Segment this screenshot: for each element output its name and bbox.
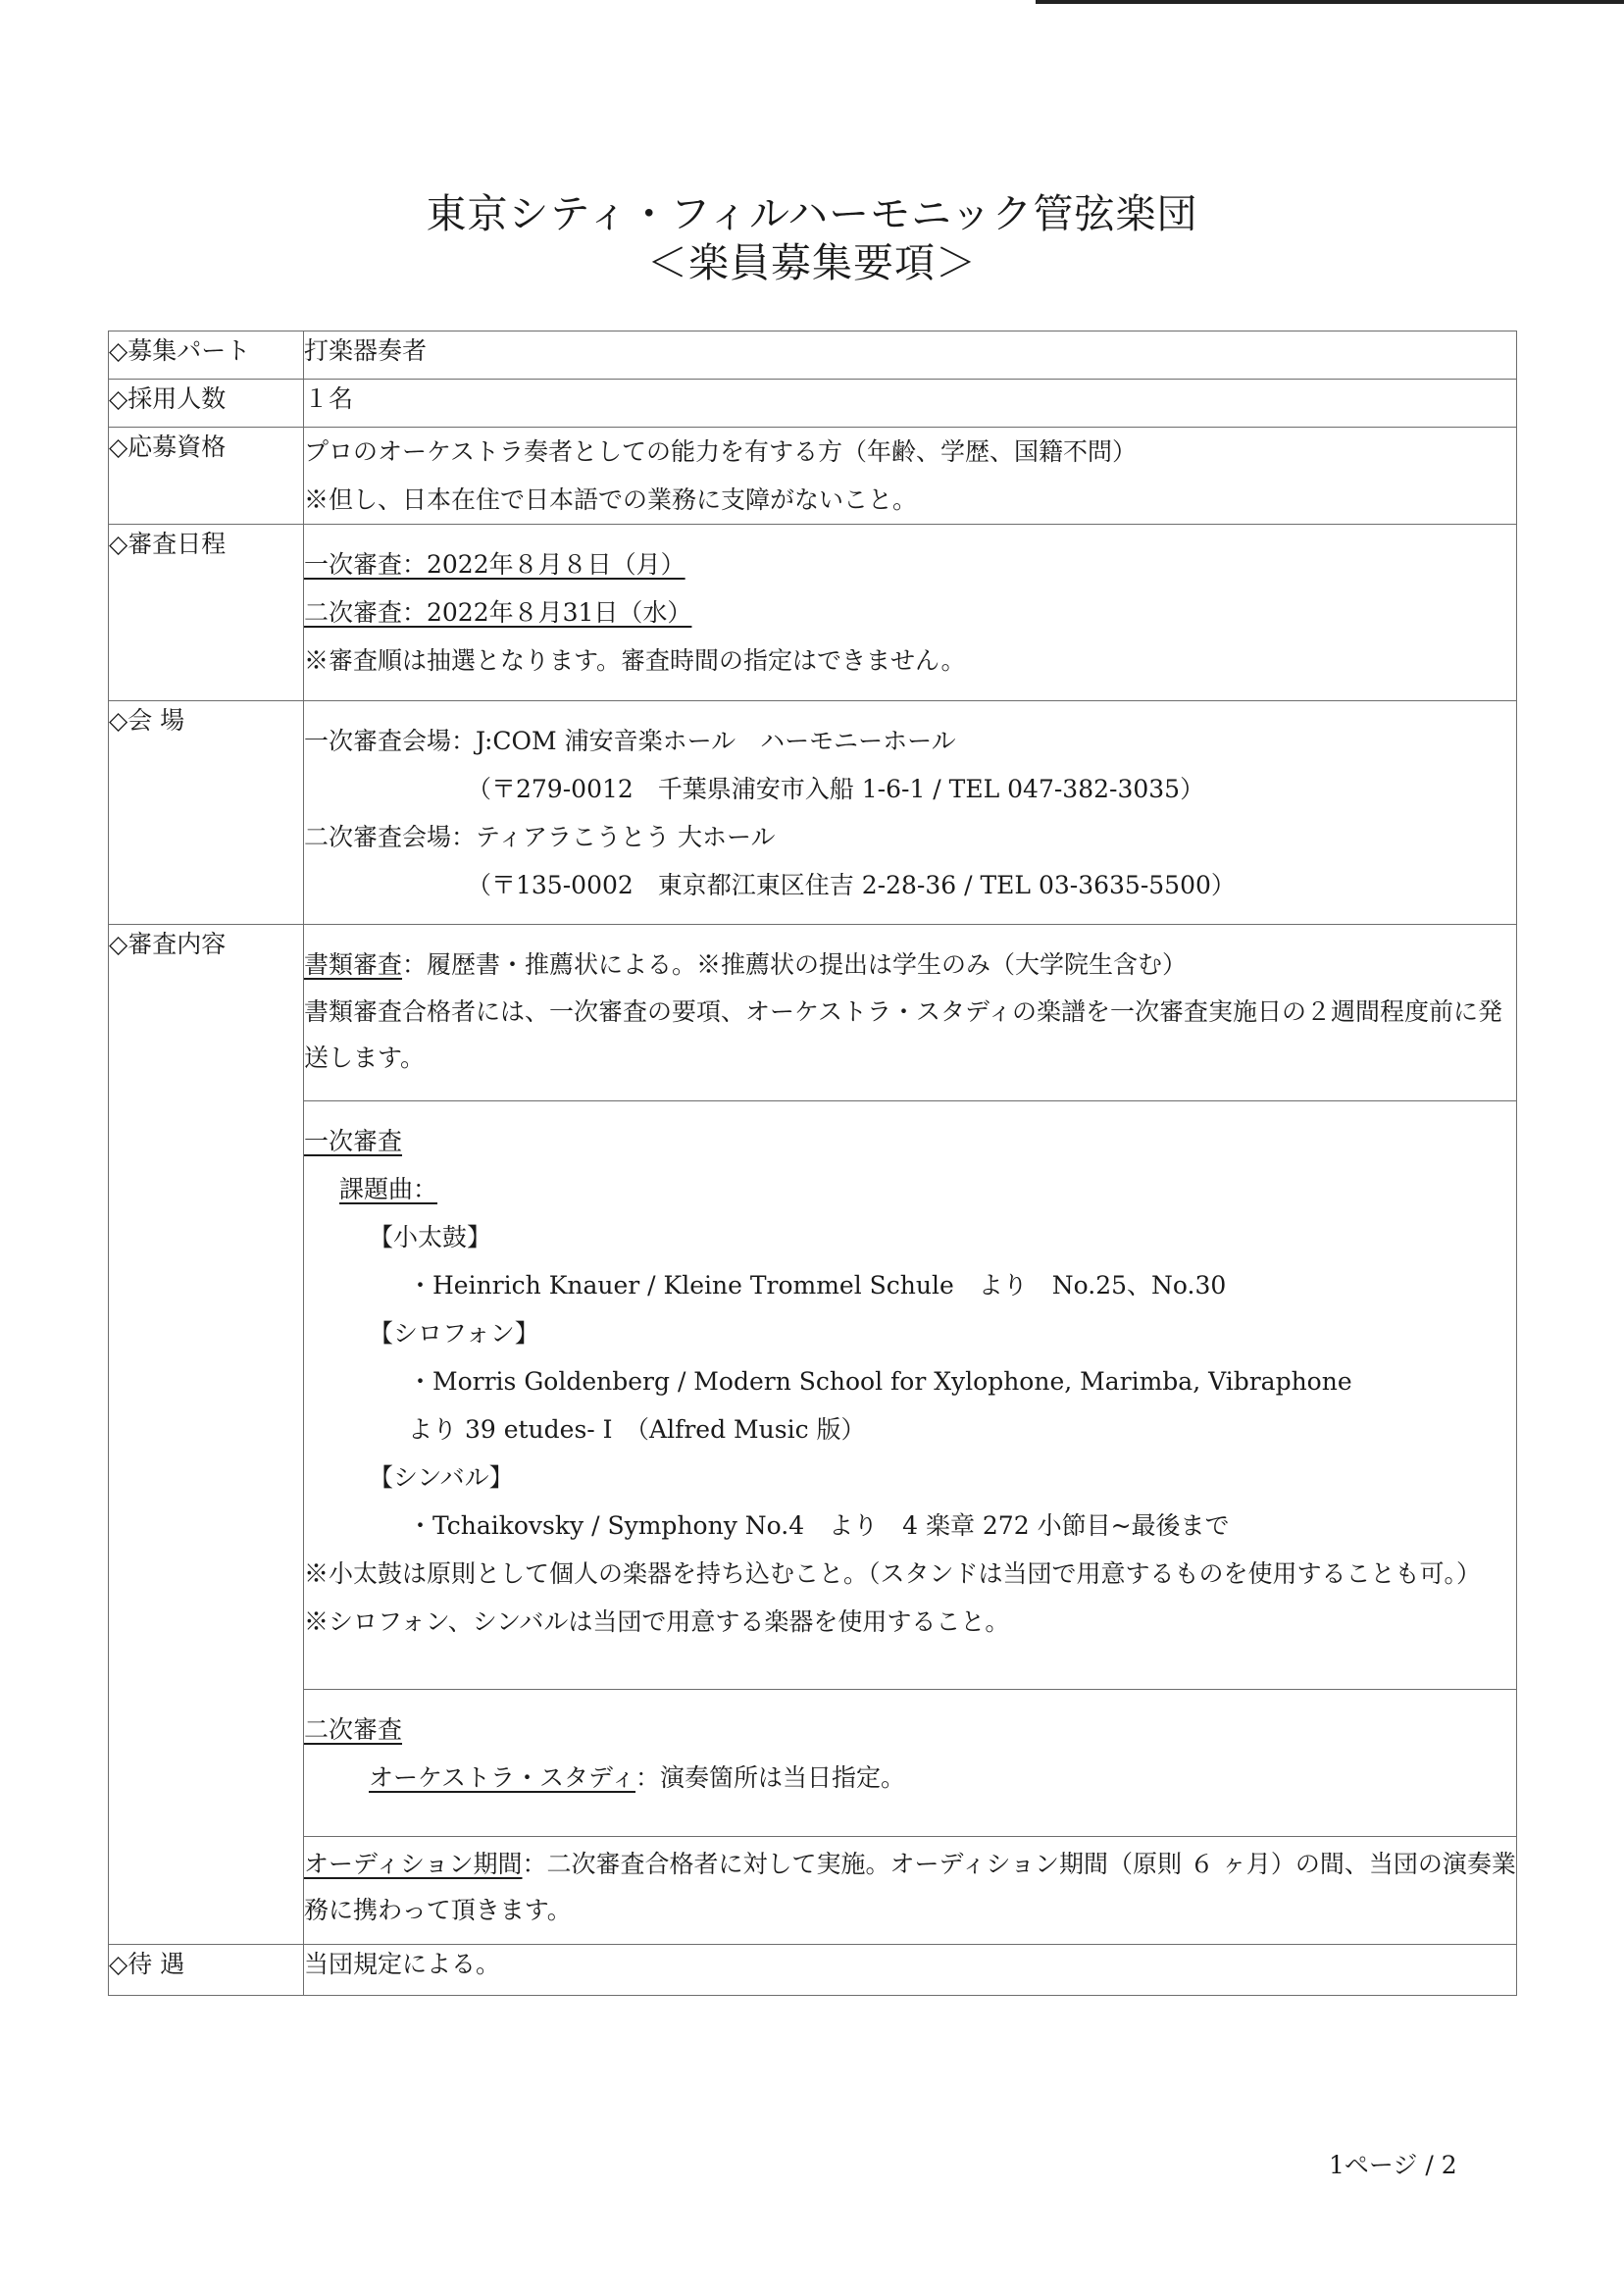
xylophone-piece2: より 39 etudes- I （Alfred Music 版） [408, 1415, 866, 1444]
snare-label: 【小太鼓】 [369, 1223, 492, 1251]
label-content: ◇審査内容 [109, 925, 304, 1945]
second-heading: 二次審査 [304, 1715, 403, 1744]
recruitment-table [108, 331, 1517, 1996]
row-docs-review [109, 925, 1517, 1101]
cymbal-piece: ・Tchaikovsky / Symphony No.4 より 4 楽章 272 小節目~最後まで [408, 1511, 1230, 1540]
value-schedule [304, 525, 1517, 701]
eligibility-line2: ※但し、日本在住で日本語での業務に支障がないこと。 [304, 485, 918, 514]
first-heading: 一次審査 [304, 1127, 403, 1155]
label-count: ◇採用人数 [109, 380, 304, 428]
row-first-review [109, 1101, 1517, 1690]
venue-second: 二次審査会場：ティアラこうとう 大ホール [304, 823, 776, 851]
row-part [109, 331, 1517, 380]
eligibility-line1: プロのオーケストラ奏者としての能力を有する方（年齢、学歴、国籍不問） [304, 437, 1138, 466]
label-eligibility: ◇応募資格 [109, 428, 304, 525]
row-venue [109, 701, 1517, 925]
page-number: 1ページ / 2 [1329, 2151, 1457, 2179]
venue-first-address: （〒279-0012 千葉県浦安市入船 1-6-1 / TEL 047-382-3035） [467, 775, 1205, 803]
cymbal-label: 【シンバル】 [369, 1463, 514, 1492]
document-title: 東京シティ・フィルハーモニック管弦楽団 [426, 190, 1198, 237]
note-instruments: ※シロフォン、シンバルは当団で用意する楽器を使用すること。 [304, 1607, 1010, 1636]
label-treatment: ◇待 遇 [109, 1945, 304, 1996]
schedule-first: 一次審査：2022年８月８日（月） [304, 550, 685, 579]
scan-edge [0, 0, 1624, 6]
label-venue: ◇会 場 [109, 701, 304, 925]
label-part: ◇募集パート [109, 331, 304, 380]
orch-label: オーケストラ・スタディ [369, 1763, 636, 1792]
row-eligibility [109, 428, 1517, 525]
xylophone-piece: ・Morris Goldenberg / Modern School for Xylophone, Marimba, Vibraphone [408, 1367, 1352, 1396]
row-audition [109, 1837, 1517, 1945]
value-second-review [304, 1690, 1517, 1837]
audition-text: ：二次審査合格者に対して実施。オーディション期間（原則 ６ ヶ月）の間、当団の演奏業務に携わって頂きます。 [304, 1850, 1516, 1924]
value-docs-review [304, 925, 1517, 1101]
value-audition [304, 1837, 1517, 1945]
docs-heading: 書類審査 [304, 950, 403, 979]
orch-text: ：演奏箇所は当日指定。 [635, 1763, 906, 1792]
value-eligibility [304, 428, 1517, 525]
row-treatment [109, 1945, 1517, 1996]
row-second-review [109, 1690, 1517, 1837]
snare-piece: ・Heinrich Knauer / Kleine Trommel Schule より No.25、No.30 [408, 1271, 1227, 1300]
docs-text2: 書類審査合格者には、一次審査の要項、オーケストラ・スタディの楽譜を一次審査実施日の２週間程度前に発送します。 [304, 997, 1503, 1072]
row-schedule [109, 525, 1517, 701]
schedule-note: ※審査順は抽選となります。審査時間の指定はできません。 [304, 646, 966, 675]
row-count [109, 380, 1517, 428]
label-schedule: ◇審査日程 [109, 525, 304, 701]
venue-second-address: （〒135-0002 東京都江東区住吉 2-28-36 / TEL 03-3635-5500） [467, 871, 1236, 899]
value-part: 打楽器奏者 [304, 331, 1517, 380]
value-venue [304, 701, 1517, 925]
note-snare: ※小太鼓は原則として個人の楽器を持ち込むこと。（スタンドは当団で用意するものを使用することも可。） [304, 1559, 1482, 1588]
value-count: １名 [304, 380, 1517, 428]
value-treatment: 当団規定による。 [304, 1945, 1517, 1996]
venue-first: 一次審査会場：J:COM 浦安音楽ホール ハーモニーホール [304, 727, 956, 755]
xylophone-label: 【シロフォン】 [369, 1319, 539, 1348]
audition-label: オーディション期間 [304, 1850, 523, 1878]
pieces-label: 課題曲： [339, 1175, 438, 1203]
value-first-review [304, 1101, 1517, 1690]
schedule-second: 二次審査：2022年８月31日（水） [304, 598, 692, 627]
docs-text: ：履歴書・推薦状による。※推薦状の提出は学生のみ（大学院生含む） [402, 950, 1188, 979]
document-subtitle: ＜楽員募集要項＞ [647, 239, 977, 286]
